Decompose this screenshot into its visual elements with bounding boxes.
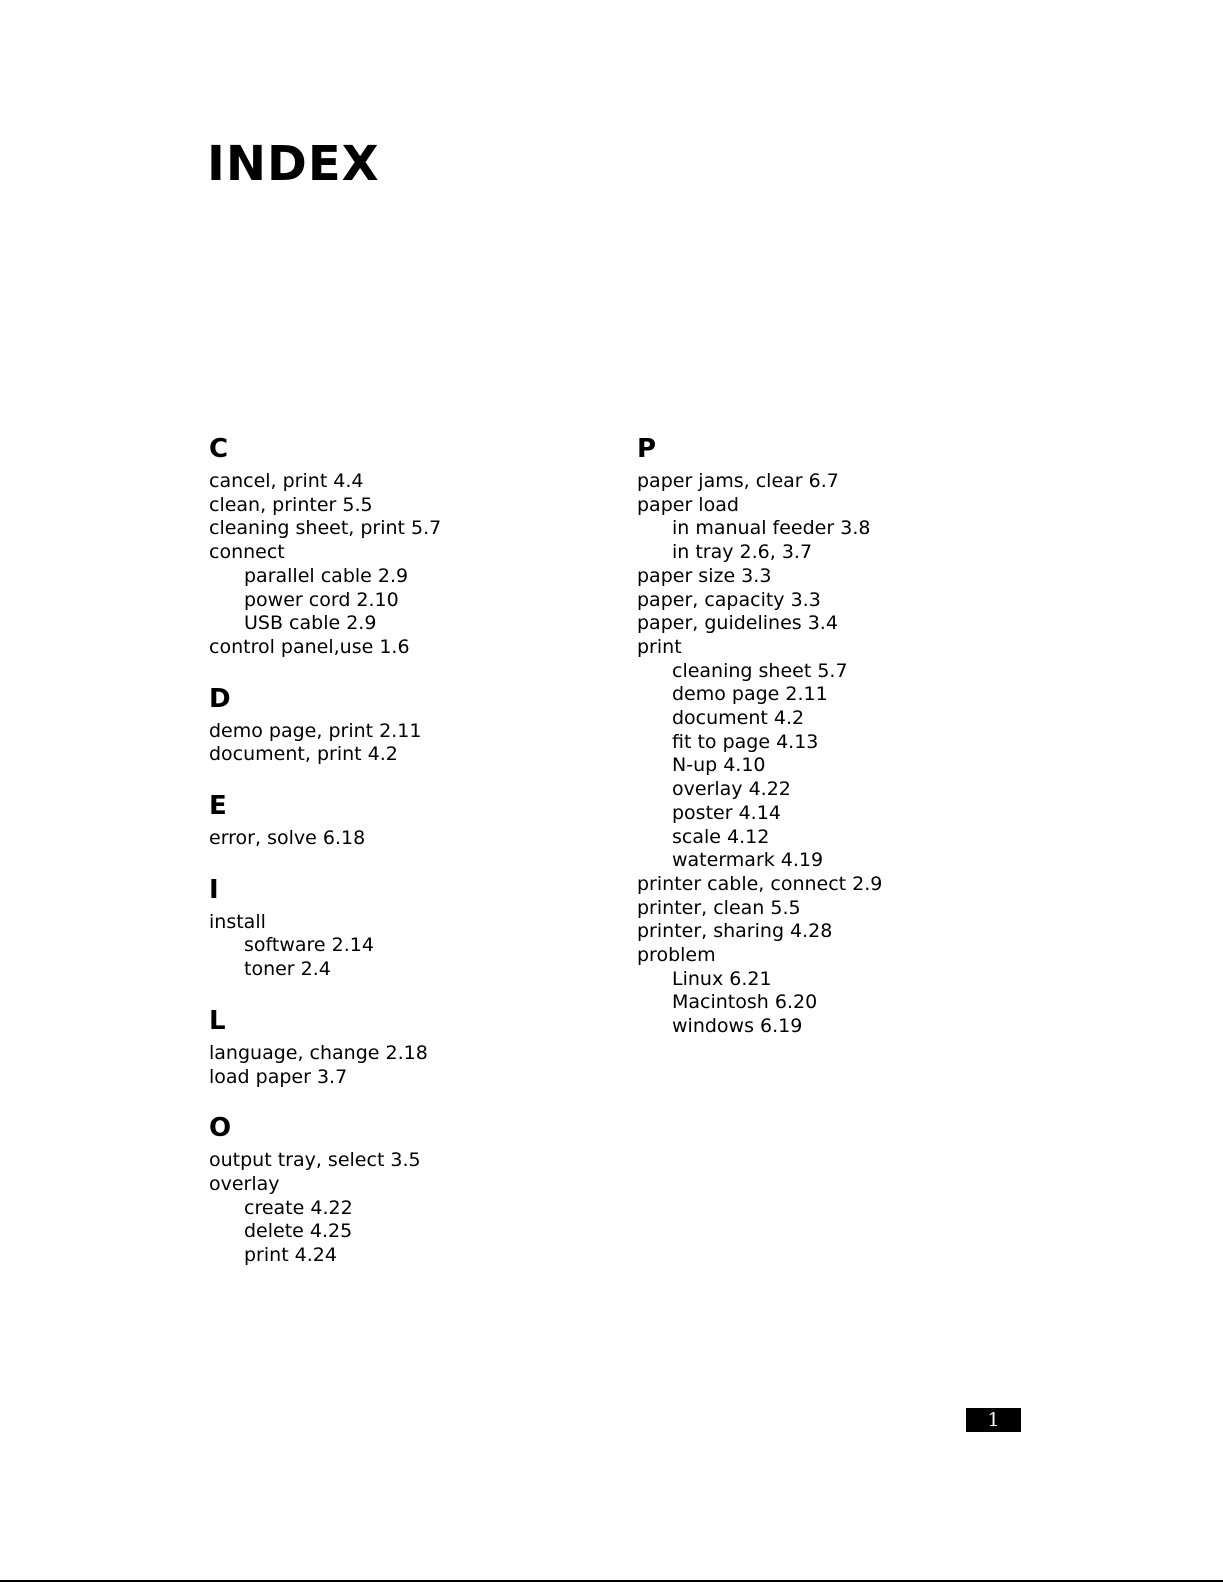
- index-section-e: [209, 789, 609, 851]
- index-entry: demo page, print 2.11: [209, 719, 422, 742]
- index-section-o: [209, 1111, 609, 1268]
- index-subentry: document 4.2: [672, 707, 805, 730]
- page-number: 1: [966, 1408, 1021, 1432]
- section-letter: L: [209, 1005, 226, 1036]
- index-entry: language, change 2.18: [209, 1041, 428, 1064]
- section-letter: O: [209, 1113, 232, 1144]
- index-entry: paper size 3.3: [637, 564, 772, 587]
- index-subentry: scale 4.12: [672, 825, 770, 848]
- index-subentry: Linux 6.21: [672, 967, 772, 990]
- index-column-left: [209, 432, 609, 1290]
- index-entry: paper, capacity 3.3: [637, 588, 821, 611]
- index-entry: printer cable, connect 2.9: [637, 872, 883, 895]
- index-subentry: in tray 2.6, 3.7: [672, 541, 813, 564]
- index-subentry: N-up 4.10: [672, 754, 766, 777]
- bottom-rule: [0, 1580, 1223, 1582]
- index-subentry: fit to page 4.13: [672, 730, 819, 753]
- index-subentry: poster 4.14: [672, 801, 781, 824]
- index-entry: overlay: [209, 1172, 280, 1195]
- index-subentry: USB cable 2.9: [244, 612, 377, 635]
- index-entry: problem: [637, 944, 716, 967]
- index-section-i: [209, 873, 609, 982]
- index-entry: connect: [209, 541, 285, 564]
- section-letter: I: [209, 874, 219, 905]
- index-entry: install: [209, 910, 266, 933]
- index-entry: output tray, select 3.5: [209, 1149, 421, 1172]
- index-entry: paper, guidelines 3.4: [637, 612, 838, 635]
- index-section-d: [209, 682, 609, 767]
- section-letter: C: [209, 434, 229, 464]
- index-subentry: Macintosh 6.20: [672, 991, 818, 1014]
- page-title: INDEX: [207, 136, 380, 192]
- index-subentry: create 4.22: [244, 1196, 353, 1219]
- index-entry: printer, clean 5.5: [637, 896, 801, 919]
- index-subentry: overlay 4.22: [672, 778, 791, 801]
- index-subentry: delete 4.25: [244, 1220, 353, 1243]
- index-entry: print: [637, 635, 682, 658]
- index-subentry: software 2.14: [244, 934, 374, 957]
- index-subentry: print 4.24: [244, 1244, 337, 1267]
- index-entry: clean, printer 5.5: [209, 493, 373, 516]
- index-subentry: cleaning sheet 5.7: [672, 659, 848, 682]
- index-subentry: toner 2.4: [244, 958, 331, 981]
- section-letter: E: [209, 791, 227, 822]
- section-letter: P: [637, 434, 657, 464]
- index-subentry: windows 6.19: [672, 1015, 803, 1038]
- index-subentry: watermark 4.19: [672, 849, 824, 872]
- index-entry: error, solve 6.18: [209, 827, 366, 850]
- section-letter: D: [209, 683, 231, 714]
- index-entry: paper jams, clear 6.7: [637, 470, 839, 492]
- index-subentry: in manual feeder 3.8: [672, 517, 871, 540]
- index-subentry: demo page 2.11: [672, 683, 828, 706]
- index-entry: printer, sharing 4.28: [637, 920, 833, 943]
- index-section-c: [209, 432, 609, 660]
- index-column-right: [637, 432, 1077, 1061]
- index-entry: control panel,use 1.6: [209, 635, 410, 658]
- index-subentry: power cord 2.10: [244, 588, 399, 611]
- index-entry: cleaning sheet, print 5.7: [209, 517, 442, 540]
- index-section-l: [209, 1004, 609, 1089]
- index-entry: cancel, print 4.4: [209, 470, 364, 492]
- index-subentry: parallel cable 2.9: [244, 564, 409, 587]
- index-entry: load paper 3.7: [209, 1065, 348, 1088]
- index-entry: document, print 4.2: [209, 743, 398, 766]
- index-section-p: [637, 432, 1077, 1039]
- index-entry: paper load: [637, 493, 739, 516]
